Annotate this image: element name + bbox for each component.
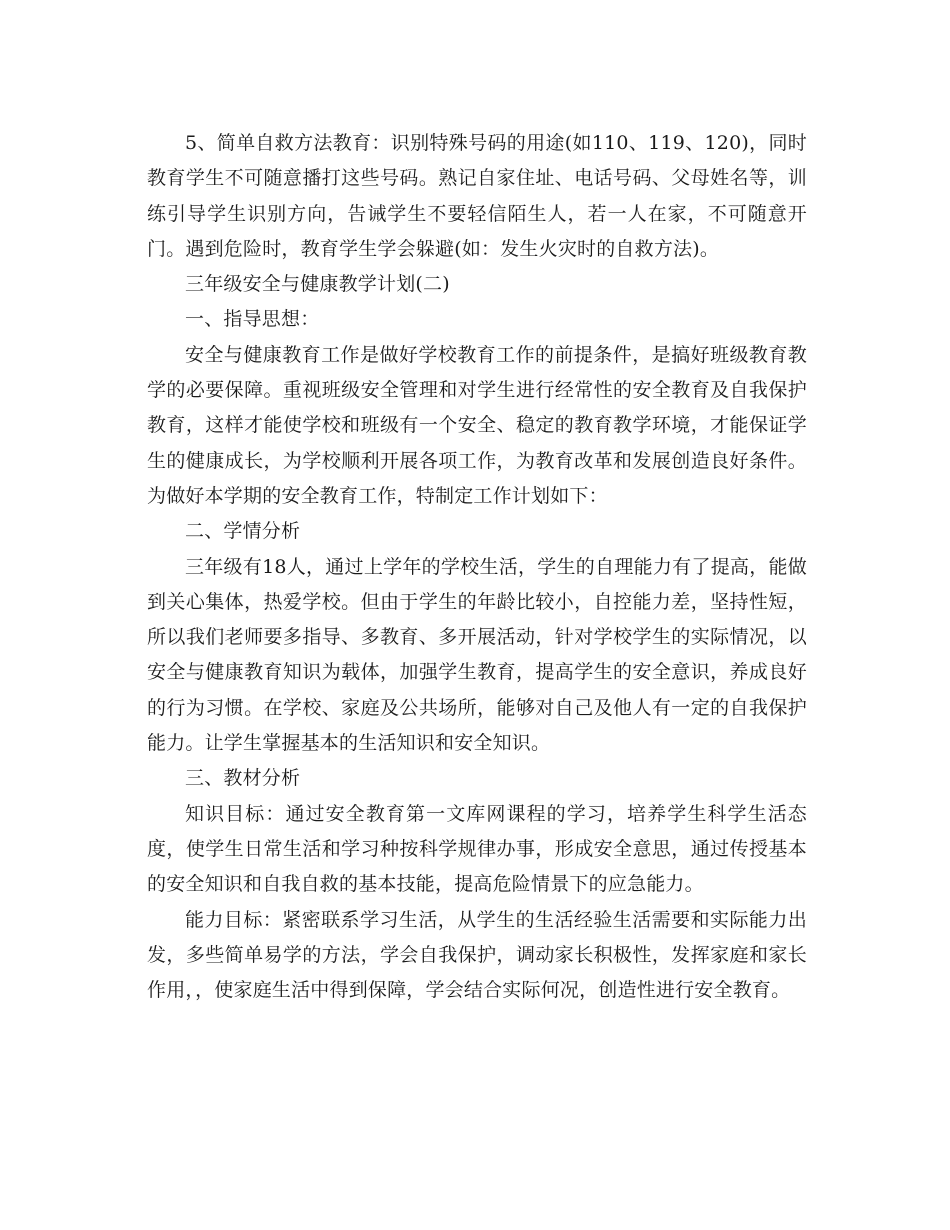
section-title: 三年级安全与健康教学计划(二): [185, 273, 450, 296]
paragraph-student-analysis: 三年级有18人，通过上学年的学校生活，学生的自理能力有了提高，能做到关心集体，热爱学校。但由于学生的年龄比较小，自控能力差，坚持性短，所以我们老师要多指导、多教育、多开展活动，针对学校学生的实际情况，以安全与健康教育知识为载体，加强学生教育，提高学生的安全意识，养成良好的行为习惯。在学校、家庭及公共场所，能够对自己及他人有一定的自我保护能力。让学生掌握基本的生活知识和安全知识。: [147, 555, 807, 755]
heading-guiding-ideology: 一、指导思想：: [185, 308, 320, 331]
paragraph-guiding-ideology: 安全与健康教育工作是做好学校教育工作的前提条件，是搞好班级教育教学的必要保障。重视班级安全管理和对学生进行经常性的安全教育及自我保护教育，这样才能使学校和班级有一个安全、稳定的教育教学环境，才能保证学生的健康成长，为学校顺利开展各项工作，为教育改革和发展创造良好条件。为做好本学期的安全教育工作，特制定工作计划如下：: [147, 343, 807, 507]
paragraph-self-rescue: 5、简单自救方法教育：识别特殊号码的用途(如110、119、120)，同时教育学生不可随意播打这些号码。熟记自家住址、电话号码、父母姓名等，训练引导学生识别方向，告诫学生不要轻信陌生人，若一人在家，不可随意开门。遇到危险时，教育学生学会躲避(如：发生火灾时的自救方法)。: [147, 132, 807, 260]
paragraph-ability-goal: 能力目标：紧密联系学习生活，从学生的生活经验生活需要和实际能力出发，多些简单易学的方法，学会自我保护，调动家长积极性，发挥家庭和家长作用，，使家庭生活中得到保障，学会结合实际何况，创造性进行安全教育。: [147, 908, 807, 1002]
heading-material-analysis: 三、教材分析: [185, 767, 301, 790]
document-body: [147, 126, 807, 1008]
heading-student-analysis: 二、学情分析: [185, 520, 301, 543]
paragraph-knowledge-goal: 知识目标：通过安全教育第一文库网课程的学习，培养学生科学生活态度，使学生日常生活和学习种按科学规律办事，形成安全意思，通过传授基本的安全知识和自我自救的基本技能，提高危险情景下的应急能力。: [147, 802, 807, 896]
